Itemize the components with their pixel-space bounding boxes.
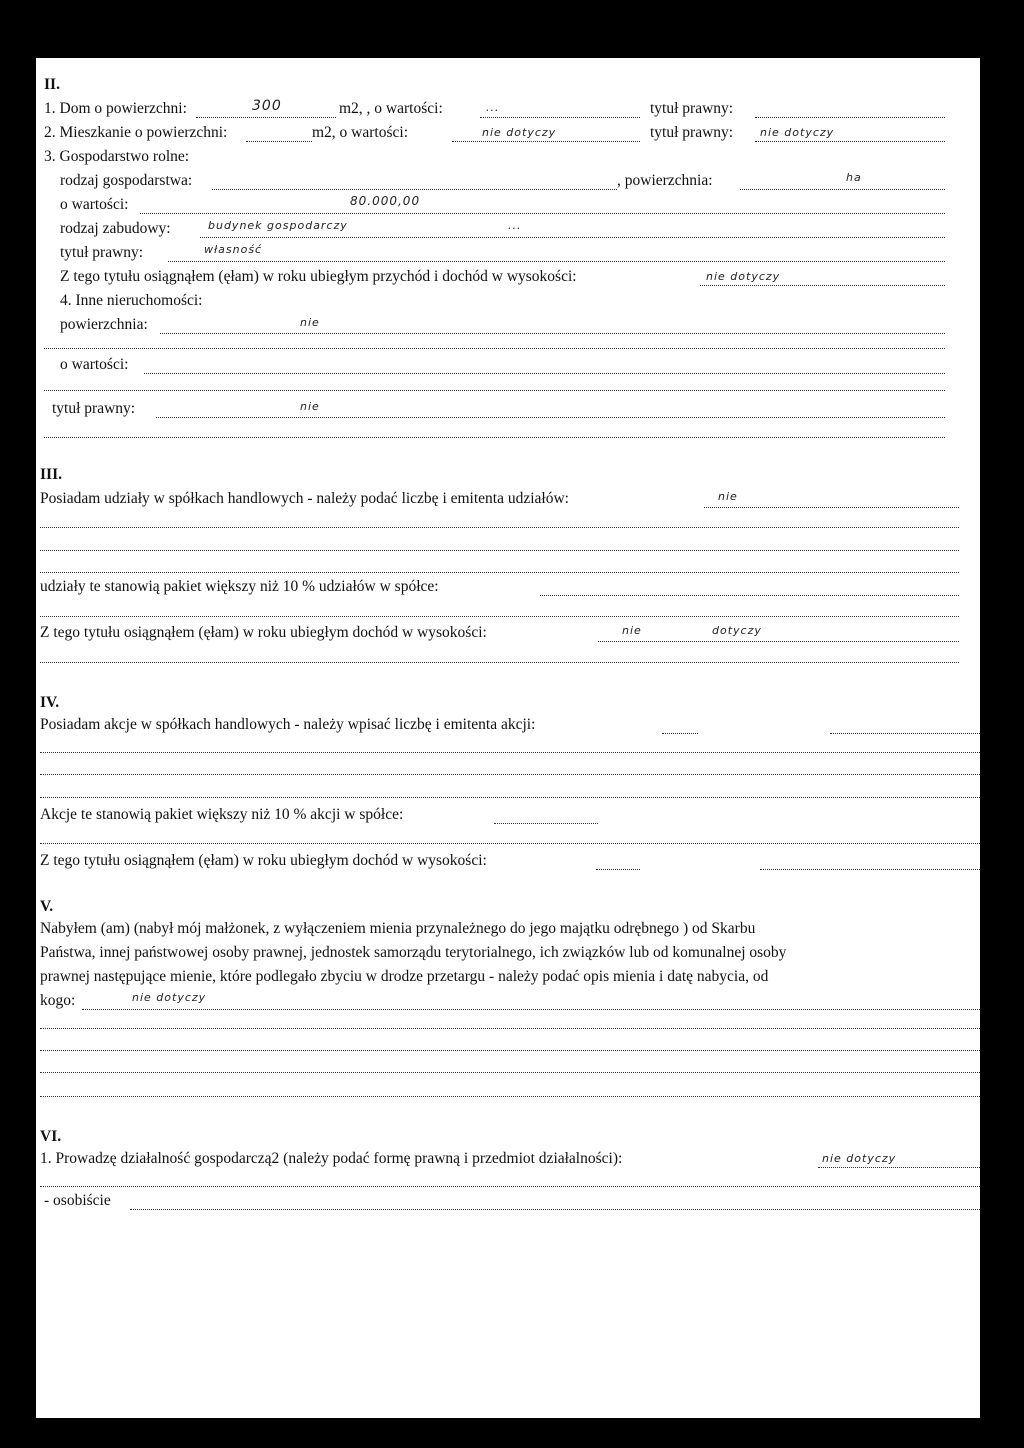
shares-packet-dots (540, 595, 959, 596)
other-title-dots (156, 417, 945, 418)
shares-income-hw2: dotyczy (712, 624, 762, 637)
farm-title-hw: własność (204, 243, 263, 256)
shares-dots (704, 507, 959, 508)
acquired-text-3: prawnej następujące mienie, które podlegało zbyciu w drodze przetargu - należy podać opis mienia i datę nabycia, od (40, 968, 769, 985)
flat-title-hw: nie dotyczy (760, 126, 835, 139)
business-line-2 (40, 1186, 980, 1187)
farm-type-label: rodzaj gospodarstwa: (60, 172, 193, 189)
section-2-heading: II. (44, 76, 60, 93)
other-property-label: 4. Inne nieruchomości: (60, 292, 203, 309)
stocks-line-4 (40, 797, 980, 798)
business-dots (818, 1167, 980, 1168)
acquired-text-2: Państwa, innej państwowej osoby prawnej, jednostek samorządu terytorialnego, ich związków lub od komunalnej osoby (40, 944, 787, 961)
house-title-label: tytuł prawny: (650, 100, 734, 117)
farm-buildings-hw2: ... (508, 219, 522, 232)
shares-income-dots (598, 641, 959, 642)
house-value-dots (480, 117, 640, 118)
business-hw: nie dotyczy (822, 1152, 897, 1165)
acquired-line-4 (40, 1072, 980, 1073)
shares-packet-line-2 (40, 616, 959, 617)
shares-line-4 (40, 572, 959, 573)
other-value-extra-line (44, 390, 945, 391)
farm-type-dots (212, 189, 617, 190)
flat-title-label: tytuł prawny: (650, 124, 734, 141)
house-area-dots (196, 117, 336, 118)
other-value-label: o wartości: (60, 356, 129, 373)
shares-line-3 (40, 550, 959, 551)
acquired-from-hw: nie dotyczy (132, 991, 207, 1004)
stocks-label: Posiadam akcje w spółkach handlowych - należy wpisać liczbę i emitenta akcji: (40, 716, 536, 733)
shares-hw: nie (718, 490, 738, 503)
business-personal-label: - osobiście (44, 1192, 111, 1209)
acquired-text-1: Nabyłem (am) (nabył mój małżonek, z wyłączeniem mienia przynależnego do jego majątku odrębnego ) od Skarbu (40, 920, 756, 937)
shares-income-line-2 (40, 662, 959, 663)
other-area-label: powierzchnia: (60, 316, 148, 333)
other-area-hw: nie (300, 316, 320, 329)
stocks-dots-b (830, 733, 980, 734)
house-value-hw: ... (486, 101, 500, 114)
other-title-extra-line (44, 437, 945, 438)
farm-income-label: Z tego tytułu osiągnąłem (ęłam) w roku ubiegłym przychód i dochód w wysokości: (60, 268, 577, 285)
stocks-income-dots-a (596, 869, 640, 870)
flat-value-label: m2, o wartości: (312, 124, 408, 141)
section-4-heading: IV. (40, 694, 60, 711)
farm-title-dots (168, 261, 945, 262)
house-value-label: m2, , o wartości: (339, 100, 443, 117)
farm-income-dots (700, 285, 945, 286)
farm-buildings-hw: budynek gospodarczy (208, 219, 348, 232)
house-area-value: 300 (252, 98, 282, 114)
shares-income-hw: nie (622, 624, 642, 637)
farm-income-hw: nie dotyczy (706, 270, 781, 283)
farm-area-label: , powierzchnia: (617, 172, 713, 189)
stocks-income-label: Z tego tytułu osiągnąłem (ęłam) w roku ubiegłym dochód w wysokości: (40, 852, 487, 869)
business-personal-dots (130, 1209, 980, 1210)
acquired-line-3 (40, 1050, 980, 1051)
flat-title-dots (755, 141, 945, 142)
farm-value-dots (140, 213, 945, 214)
section-5-heading: V. (40, 898, 54, 915)
section-3-heading: III. (40, 466, 62, 483)
farm-value-label: o wartości: (60, 196, 129, 213)
other-value-dots (144, 373, 945, 374)
farm-buildings-label: rodzaj zabudowy: (60, 220, 171, 237)
acquired-line-5 (40, 1096, 980, 1097)
business-label: 1. Prowadzę działalność gospodarczą2 (należy podać formę prawną i przedmiot działalności): (40, 1150, 623, 1167)
stocks-packet-line-2 (40, 843, 980, 844)
stocks-packet-dots (494, 823, 598, 824)
other-area-dots (160, 333, 945, 334)
other-title-hw: nie (300, 400, 320, 413)
acquired-line-2 (40, 1028, 980, 1029)
house-area-label: 1. Dom o powierzchni: (44, 100, 187, 117)
other-title-label: tytuł prawny: (52, 400, 136, 417)
farm-title-label: tytuł prawny: (60, 244, 144, 261)
farm-area-hw: ha (846, 171, 862, 184)
shares-line-2 (40, 527, 959, 528)
acquired-from-dots (82, 1009, 980, 1010)
flat-value-hw: nie dotyczy (482, 126, 557, 139)
stocks-line-2 (40, 752, 980, 753)
shares-label: Posiadam udziały w spółkach handlowych - należy podać liczbę i emitenta udziałów: (40, 490, 569, 507)
house-title-dots (755, 117, 945, 118)
flat-area-label: 2. Mieszkanie o powierzchni: (44, 124, 228, 141)
farm-value-hw: 80.000,00 (350, 194, 421, 208)
stocks-income-dots-b (760, 869, 980, 870)
shares-income-label: Z tego tytułu osiągnąłem (ęłam) w roku ubiegłym dochód w wysokości: (40, 624, 487, 641)
section-6-heading: VI. (40, 1128, 62, 1145)
stocks-packet-label: Akcje te stanowią pakiet większy niż 10 % akcji w spółce: (40, 806, 404, 823)
farm-area-dots (740, 189, 945, 190)
shares-packet-label: udziały te stanowią pakiet większy niż 10 % udziałów w spółce: (40, 578, 439, 595)
farm-label: 3. Gospodarstwo rolne: (44, 148, 190, 165)
stocks-dots-a (662, 733, 698, 734)
stocks-line-3 (40, 774, 980, 775)
other-area-extra-line (44, 348, 945, 349)
acquired-from-label: kogo: (40, 992, 76, 1009)
farm-buildings-dots (200, 237, 945, 238)
flat-value-dots (452, 141, 640, 142)
flat-area-dots (246, 141, 312, 142)
